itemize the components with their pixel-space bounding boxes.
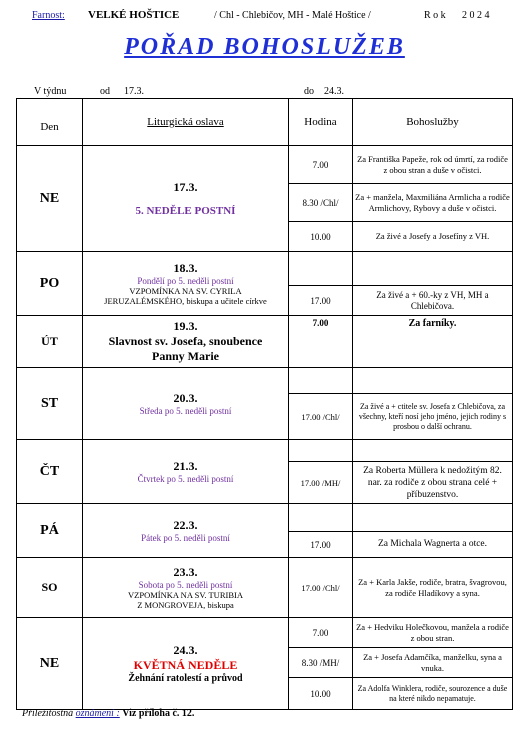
- places-legend: / Chl - Chlebičov, MH - Malé Hoštice /: [214, 10, 371, 21]
- footer-text: Viz příloha č. 12.: [122, 708, 195, 719]
- column-header-time: Hodina: [289, 99, 353, 146]
- celebration: Čtvrtek po 5. neděli postní: [137, 474, 234, 484]
- footer-link[interactable]: oznámení :: [75, 708, 120, 719]
- liturgy-cell: [83, 316, 289, 368]
- liturgy-cell: [83, 146, 289, 252]
- time-cell: [289, 368, 353, 394]
- table-row: [17, 558, 513, 618]
- footer-label: Příležitostná: [22, 708, 74, 719]
- intention-cell: Za Roberta Müllera k nedožitým 82. nar. za rodiče z obou strana celé + příbuzenstvo.: [353, 462, 513, 504]
- time-cell: [289, 440, 353, 462]
- date: 22.3.: [173, 518, 198, 532]
- time-cell: 8.30 /MH/: [289, 648, 353, 678]
- table-row: [17, 316, 513, 368]
- intention-cell: [353, 368, 513, 394]
- date: 24.3.: [173, 643, 198, 657]
- intention-cell: Za živé a + 60.-ky z VH, MH a Chlebičova.: [353, 286, 513, 316]
- time-cell: 10.00: [289, 222, 353, 252]
- time-cell: 7.00: [289, 618, 353, 648]
- date: 19.3.: [173, 319, 198, 333]
- table-row: [17, 440, 513, 462]
- column-header-services: Bohoslužby: [353, 99, 513, 146]
- time-cell: 17.00 /MH/: [289, 462, 353, 504]
- celebration: Sobota po 5. neděli postní: [138, 580, 233, 590]
- date: 17.3.: [173, 180, 198, 194]
- memorial-line: VZPOMÍNKA NA SV. TURIBIA: [128, 590, 243, 600]
- day-cell: NE: [17, 618, 83, 710]
- celebration: Středa po 5. neděli postní: [139, 406, 232, 416]
- celebration: Pátek po 5. neděli postní: [141, 533, 230, 543]
- day-cell: PÁ: [17, 504, 83, 558]
- liturgy-cell: [83, 368, 289, 440]
- celebration-line: Slavnost sv. Josefa, snoubence: [108, 334, 263, 348]
- intention-cell: Za + Hedviku Holečkovou, manžela a rodiče z obou stran.: [353, 618, 513, 648]
- intention-cell: Za živé a Josefy a Josefíny z VH.: [353, 222, 513, 252]
- time-cell: 7.00: [289, 146, 353, 184]
- intention-cell: Za živé a + ctitele sv. Josefa z Chlebičova, za všechny, kteří nosí jeho jméno, jejich rodiny s prosbou o další ochranu.: [353, 394, 513, 440]
- date: 18.3.: [173, 261, 198, 275]
- year-label: R o k: [424, 10, 446, 21]
- time-cell: [289, 252, 353, 286]
- celebration: 5. NEDĚLE POSTNÍ: [135, 205, 236, 217]
- date: 20.3.: [173, 391, 198, 405]
- week-from-label: od: [100, 86, 110, 97]
- day-cell: ÚT: [17, 316, 83, 368]
- header-row: [17, 99, 513, 146]
- time-cell: 17.00: [289, 532, 353, 558]
- time-value: 8.30 /Chl/: [302, 197, 339, 208]
- memorial-line: Z MONGROVEJA, biskupa: [137, 600, 234, 610]
- week-label: V týdnu: [34, 86, 67, 97]
- celebration: Pondělí po 5. neděli postní: [137, 276, 234, 286]
- intention-cell: [353, 504, 513, 532]
- intention-cell: Za Adolfa Winklera, rodiče, sourozence a duše na které nikdo nepamatuje.: [353, 678, 513, 710]
- column-header-liturgy: [83, 99, 289, 146]
- week-to-date: 24.3.: [324, 86, 344, 97]
- celebration-subtitle: Žehnání ratolestí a průvod: [128, 673, 243, 684]
- day-cell: ST: [17, 368, 83, 440]
- date: 21.3.: [173, 459, 198, 473]
- intention-cell: [353, 252, 513, 286]
- week-to-label: do: [304, 86, 314, 97]
- column-header-liturgy-label: Liturgická oslava: [147, 116, 224, 128]
- intention-cell: Za + Josefa Adamčíka, manželku, syna a vnuka.: [353, 648, 513, 678]
- liturgy-cell: [83, 618, 289, 710]
- time-cell: 17.00: [289, 286, 353, 316]
- schedule-table: [16, 98, 513, 710]
- time-cell: [289, 504, 353, 532]
- table-row: [17, 146, 513, 184]
- parish-name: VELKÉ HOŠTICE: [88, 9, 180, 21]
- table-row: [17, 368, 513, 394]
- intention-cell: Za + Karla Jakše, rodiče, bratra, švagrovou, za rodiče Hladíkovy a syna.: [353, 558, 513, 618]
- day-cell: SO: [17, 558, 83, 618]
- year-value: 2 0 2 4: [462, 10, 490, 21]
- liturgy-cell: [83, 440, 289, 504]
- liturgy-cell: [83, 558, 289, 618]
- celebration: KVĚTNÁ NEDĚLE: [133, 658, 238, 672]
- time-cell: 7.00: [289, 316, 353, 368]
- intention-cell: Za farníky.: [353, 316, 513, 368]
- memorial-line: VZPOMÍNKA NA SV. CYRILA: [129, 286, 242, 296]
- time-cell: 10.00: [289, 678, 353, 710]
- day-cell: NE: [17, 146, 83, 252]
- column-header-day: Den: [17, 99, 83, 146]
- intention-cell: [353, 440, 513, 462]
- table-row: [17, 252, 513, 286]
- time-cell: [289, 184, 353, 222]
- intention-cell: Za Františka Papeže, rok od úmrtí, za rodiče z obou stran a duše v očistci.: [353, 146, 513, 184]
- memorial-line: JERUZALÉMSKÉHO, biskupa a učitele církve: [104, 296, 267, 306]
- table-row: [17, 504, 513, 532]
- day-cell: PO: [17, 252, 83, 316]
- liturgy-cell: [83, 252, 289, 316]
- table-row: [17, 618, 513, 648]
- week-from-date: 17.3.: [124, 86, 144, 97]
- intention-cell: Za Michala Wagnerta a otce.: [353, 532, 513, 558]
- time-cell: 17.00 /Chl/: [289, 558, 353, 618]
- liturgy-cell: [83, 504, 289, 558]
- footer-note: [22, 708, 194, 719]
- farnost-label: Farnost:: [32, 10, 65, 21]
- page-title: POŘAD BOHOSLUŽEB: [124, 34, 405, 60]
- date: 23.3.: [173, 565, 198, 579]
- day-cell: ČT: [17, 440, 83, 504]
- time-cell: 17.00 /Chl/: [289, 394, 353, 440]
- celebration-line: Panny Marie: [152, 349, 219, 363]
- intention-cell: Za + manžela, Maxmiliána Armlicha a rodiče Armlichovy, Rybovy a duše v očistci.: [353, 184, 513, 222]
